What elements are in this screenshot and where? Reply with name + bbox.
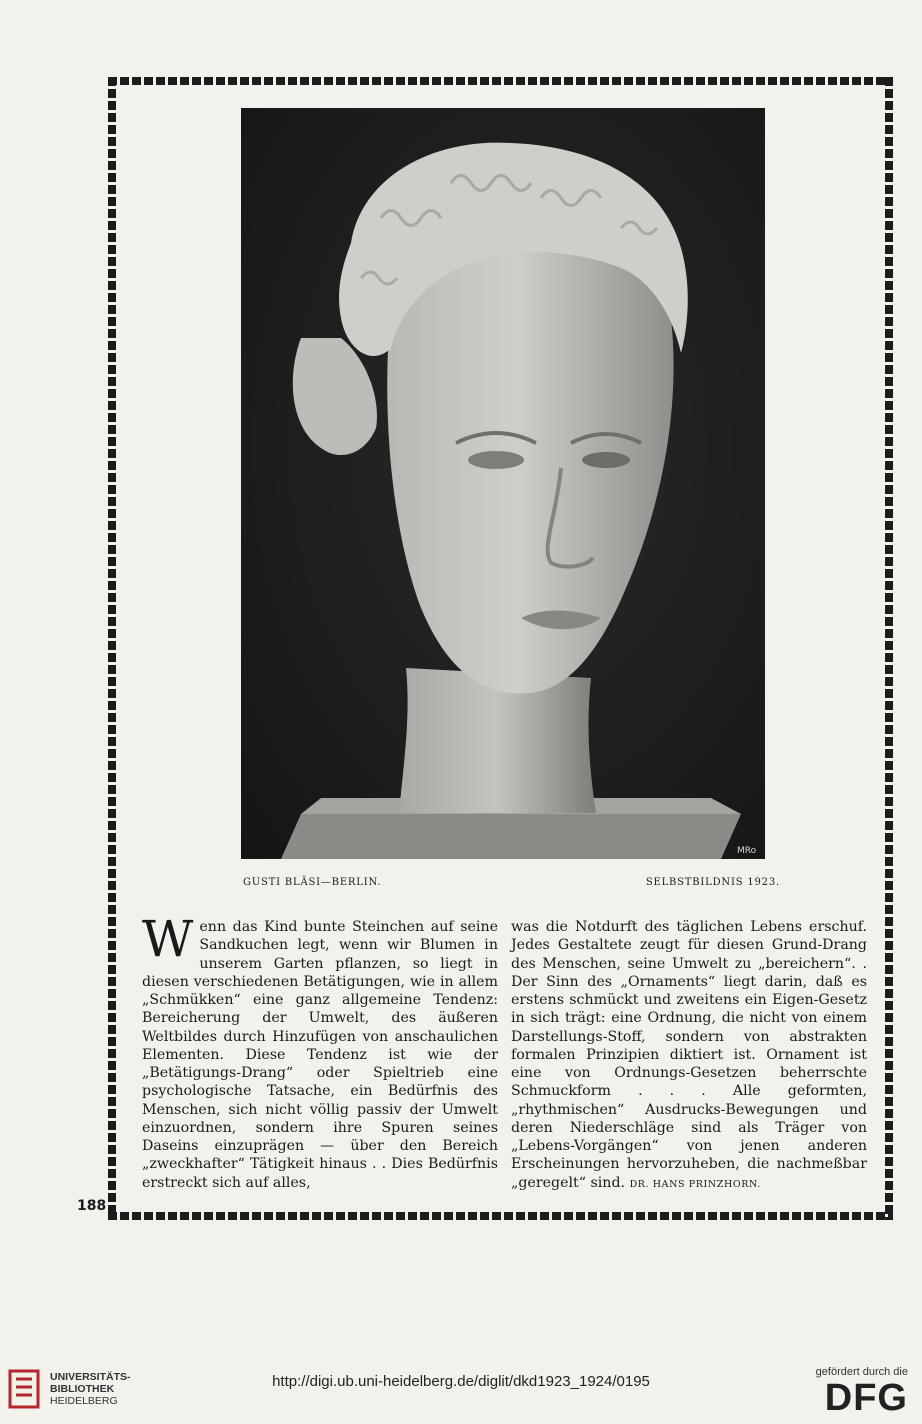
article-text-right: was die Notdurft des täglichen Lebens erschuf. Jedes Gestaltete zeugt für diesen Grund-Drang des Menschen, seine Umwelt zu „bereichern“. . Der Sinn des „Ornaments“ liegt darin, daß es erstens schmückt und zweitens ein Eigen-Gesetz in sich trägt: eine Ordnung, die nicht von einem Darstellungs-Stoff, sondern von abstrakten formalen Prinzipien diktiert ist. Ornament ist eine von Ordnungs-Gesetzen beherrschte Schmuckform . . . Alle geformten, „rhythmischen“ Ausdrucks-Bewegungen und deren Niederschläge sind als Träger von „Lebens-Vorgängen“ von jenen anderen Erscheinungen hervorzuheben, die nachmeßbar „geregelt“ sind. <box>511 919 867 1191</box>
funder-text: gefördert durch die <box>815 1366 908 1378</box>
border-right <box>885 77 893 1220</box>
article-column-left <box>142 910 498 1192</box>
funder-logo[interactable] <box>816 1366 908 1418</box>
border-left <box>108 77 116 1220</box>
source-url-link[interactable]: http://digi.ub.uni-heidelberg.de/diglit/dkd1923_1924/0195 <box>272 1373 650 1390</box>
library-name-line1: UNIVERSITÄTS- <box>50 1371 131 1383</box>
border-top <box>108 77 893 85</box>
library-name-line2: BIBLIOTHEK <box>50 1383 115 1395</box>
author-signature: DR. HANS PRINZHORN. <box>629 1178 761 1190</box>
caption-title: SELBSTBILDNIS 1923. <box>645 877 780 888</box>
caption-artist: GUSTI BLÄSI—BERLIN. <box>243 877 382 888</box>
article-column-right <box>511 918 867 1194</box>
drop-cap: W <box>142 910 194 968</box>
article-text-left: enn das Kind bunte Steinchen auf seine Sandkuchen legt, wenn wir Blumen in unserem Garten pflanzen, so liegt in diesen verschiedenen Betätigungen, wie in allem „Schmükken“ eine ganz allgemeine Tendenz: Bereicherung der Umwelt, des äußeren Weltbildes durch Hinzufügen von anschaulichen Elementen. Diese Tendenz ist wie der „Betätigungs-Drang“ oder Spieltrieb eine psychologische Tatsache, ein Bedürfnis des Menschen, sich nicht völlig passiv der Umwelt einzuordnen, sondern ihre Spuren seines Daseins einzuprägen — über den Bereich „zweckhafter“ Tätigkeit hinaus . . Dies Bedürfnis erstreckt sich auf alles, <box>142 919 498 1191</box>
bust-illustration <box>241 108 765 859</box>
library-name-line3: HEIDELBERG <box>50 1395 118 1407</box>
border-bottom <box>108 1212 893 1220</box>
sculpture-photo <box>241 108 765 859</box>
monogram: MRo <box>737 846 757 856</box>
page-number: 188 <box>77 1198 107 1214</box>
dfg-logo: DFG <box>824 1377 908 1419</box>
